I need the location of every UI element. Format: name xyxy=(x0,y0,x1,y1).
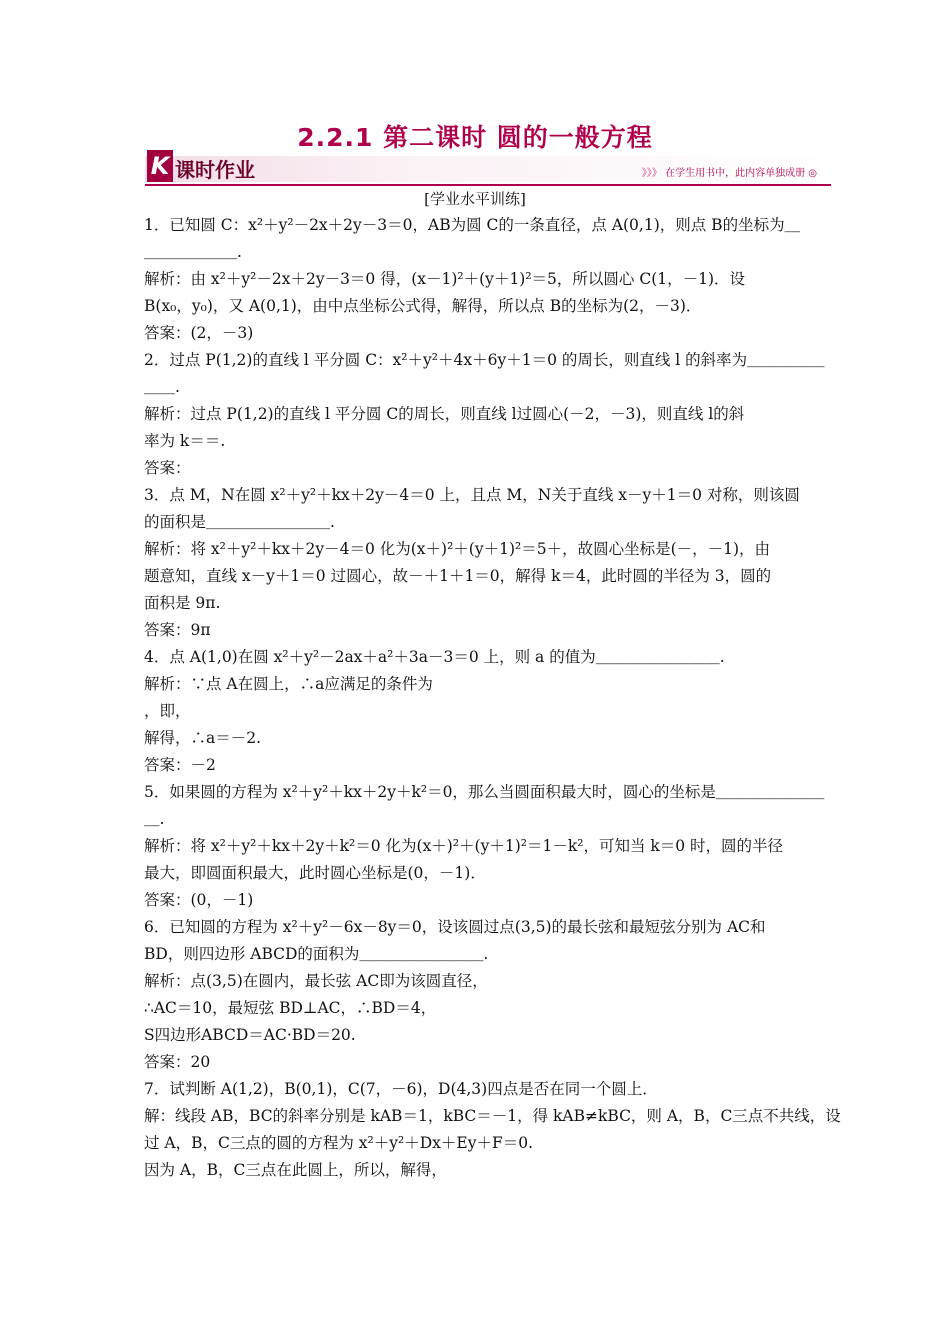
text-line: 题意知，直线 x－y＋1＝0 过圆心，故－＋1＋1＝0，解得 k＝4，此时圆的半径为 3，圆的 xyxy=(144,567,772,585)
text-line: ∴AC＝10，最短弦 BD⊥AC，∴BD＝4， xyxy=(144,999,437,1017)
text-line: S四边形ABCD＝AC·BD＝20. xyxy=(144,1026,356,1044)
text-line: 的面积是＿＿＿＿＿＿＿＿. xyxy=(144,513,335,531)
text-line: 面积是 9π. xyxy=(144,594,221,612)
text-line: B(x₀，y₀)，又 A(0,1)，由中点坐标公式得，解得，所以点 B的坐标为(2，－3)． xyxy=(144,297,702,315)
text-line: 6．已知圆的方程为 x²＋y²－6x－8y＝0，设该圆过点(3,5)的最长弦和最短弦分别为 AC和 xyxy=(144,918,766,936)
text-line: 解得，∴a＝－2. xyxy=(144,729,262,747)
text-line: 解：线段 AB，BC的斜率分别是 kAB＝1，kBC＝－1，得 kAB≠kBC，则 A，B，C三点不共线，设 xyxy=(144,1107,841,1125)
text-line: 答案：(0，－1) xyxy=(144,891,254,909)
text-line: ＿＿＿＿＿＿. xyxy=(144,243,242,261)
text-line: 答案：(2，－3) xyxy=(144,324,254,342)
text-line: 解析：过点 P(1,2)的直线 l 平分圆 C的周长，则直线 l过圆心(－2，－3)，则直线 l的斜 xyxy=(144,405,745,423)
section-title: [学业水平训练] xyxy=(424,190,526,208)
text-line: 答案：9π xyxy=(144,621,211,639)
text-line: 5．如果圆的方程为 x²＋y²＋kx＋2y＋k²＝0，那么当圆面积最大时，圆心的坐标是＿＿＿＿＿＿＿ xyxy=(144,783,825,801)
text-line: ，即， xyxy=(144,702,191,720)
text-line: 解析：∵点 A在圆上，∴a应满足的条件为 xyxy=(144,675,433,693)
text-line: 答案：20 xyxy=(144,1053,211,1071)
text-line: 最大，即圆面积最大，此时圆心坐标是(0，－1)． xyxy=(144,864,486,882)
text-line: 解析：将 x²＋y²＋kx＋2y－4＝0 化为(x＋)²＋(y＋1)²＝5＋，故圆心坐标是(－，－1)，由 xyxy=(144,540,771,558)
text-line: 答案： xyxy=(144,459,191,477)
text-line: 过 A，B，C三点的圆的方程为 x²＋y²＋Dx＋Ey＋F＝0. xyxy=(144,1134,534,1152)
banner-note: 》》》 在学生用书中，此内容单独成册 ◎ xyxy=(641,168,817,179)
text-line: BD，则四边形 ABCD的面积为＿＿＿＿＿＿＿＿. xyxy=(144,945,489,963)
text-line: 2．过点 P(1,2)的直线 l 平分圆 C：x²＋y²＋4x＋6y＋1＝0 的周长，则直线 l 的斜率为＿＿＿＿＿ xyxy=(144,351,825,369)
text-line: 因为 A，B，C三点在此圆上，所以，解得， xyxy=(144,1161,447,1179)
banner-title: 课时作业 xyxy=(175,158,255,182)
text-line: 解析：将 x²＋y²＋kx＋2y＋k²＝0 化为(x＋)²＋(y＋1)²＝1－k²，可知当 k＝0 时，圆的半径 xyxy=(144,837,784,855)
document-body xyxy=(144,212,841,1184)
text-line: ＿＿. xyxy=(144,378,180,396)
page-title: 2.2.1 第二课时 圆的一般方程 xyxy=(297,123,653,152)
text-line: ＿. xyxy=(144,810,165,828)
text-line: 率为 k＝＝. xyxy=(144,432,226,450)
homework-banner xyxy=(145,150,831,186)
text-line: 7．试判断 A(1,2)，B(0,1)，C(7，－6)，D(4,3)四点是否在同一个圆上． xyxy=(144,1080,658,1098)
text-line: 答案：－2 xyxy=(144,756,216,774)
text-line: 解析：点(3,5)在圆内，最长弦 AC即为该圆直径， xyxy=(144,972,488,990)
k-logo-icon: K xyxy=(147,150,173,182)
text-line: 4．点 A(1,0)在圆 x²＋y²－2ax＋a²＋3a－3＝0 上，则 a 的值为＿＿＿＿＿＿＿＿. xyxy=(144,648,725,666)
text-line: 3．点 M，N在圆 x²＋y²＋kx＋2y－4＝0 上，且点 M，N关于直线 x－y＋1＝0 对称，则该圆 xyxy=(144,486,800,504)
text-line: 1．已知圆 C：x²＋y²－2x＋2y－3＝0，AB为圆 C的一条直径，点 A(0,1)，则点 B的坐标为＿ xyxy=(144,216,801,234)
text-line: 解析：由 x²＋y²－2x＋2y－3＝0 得，(x－1)²＋(y＋1)²＝5，所以圆心 C(1，－1)．设 xyxy=(144,270,746,288)
